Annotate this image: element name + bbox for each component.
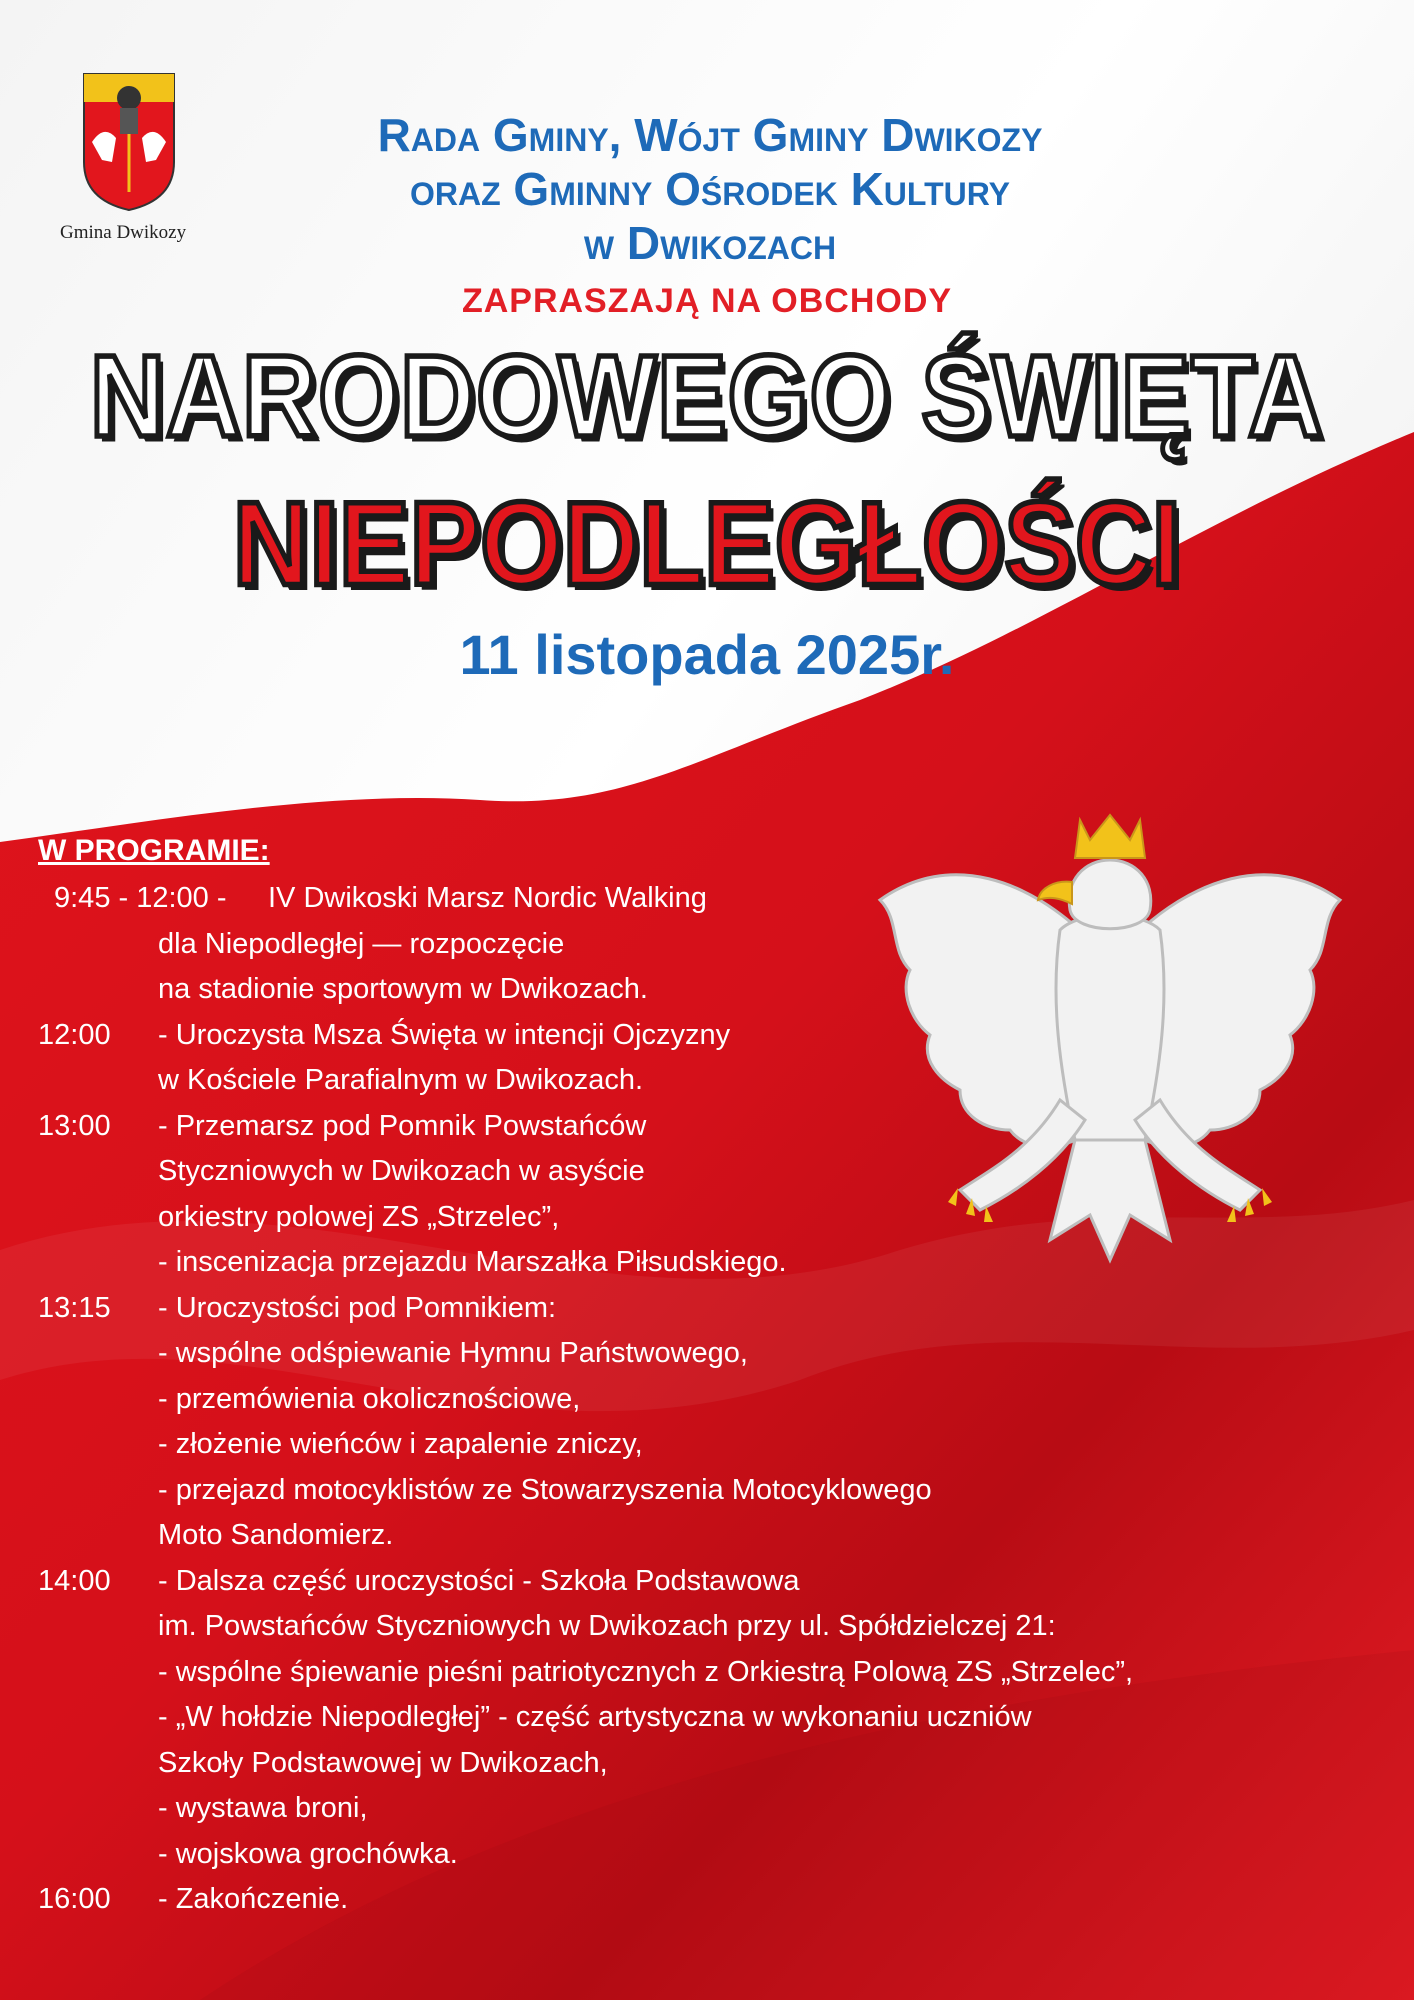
program-item [38, 1149, 645, 1195]
title-line-1: NARODOWEGO ŚWIĘTA [89, 331, 1325, 462]
program-item [38, 1468, 932, 1514]
program-item [38, 1741, 608, 1787]
program-item [38, 1650, 1134, 1696]
program-list [38, 876, 1134, 1923]
program-text: orkiestry polowej ZS „Strzelec”, [158, 1200, 560, 1233]
program-item [38, 1513, 394, 1559]
program-text: - Uroczysta Msza Święta w intencji Ojczyzny [158, 1018, 731, 1051]
program-item [38, 922, 565, 968]
program-time: 16:00 [38, 1883, 111, 1915]
program-item [38, 1559, 800, 1605]
program-heading: W PROGRAMIE: [38, 834, 270, 867]
program-time: 12:00 [38, 1018, 111, 1051]
program-text: - złożenie wieńców i zapalenie zniczy, [158, 1428, 643, 1460]
program-item [38, 1240, 787, 1286]
program-text: Moto Sandomierz. [158, 1519, 394, 1551]
gmina-crest-icon [82, 72, 176, 212]
program-text: - inscenizacja przejazdu Marszałka Piłsudskiego. [158, 1246, 787, 1278]
program-text: - „W hołdzie Niepodległej” - część artystyczna w wykonaniu uczniów [158, 1701, 1032, 1733]
program-text: - Zakończenie. [158, 1883, 349, 1915]
program-text: - Uroczystości pod Pomnikiem: [158, 1291, 557, 1324]
program-item [38, 1695, 1032, 1741]
program-time: 13:00 [38, 1109, 111, 1142]
organizers-line-3: w Dwikozach [583, 217, 837, 269]
program-item [38, 1013, 731, 1059]
program-time: 9:45 - 12:00 - [54, 882, 227, 914]
program-text: - Dalsza część uroczystości - Szkoła Podstawowa [158, 1564, 800, 1597]
program-item [38, 1377, 581, 1423]
program-text: dla Niepodległej — rozpoczęcie [158, 927, 565, 960]
program-text: - wystawa broni, [158, 1792, 368, 1824]
program-text: - wojskowa grochówka. [158, 1837, 458, 1870]
program-text: - przemówienia okolicznościowe, [158, 1382, 581, 1415]
program-text: - Przemarsz pod Pomnik Powstańców [158, 1109, 647, 1142]
program-item [38, 1286, 557, 1332]
organizers-line-2: oraz Gminny Ośrodek Kultury [410, 163, 1010, 215]
program-text: Szkoły Podstawowej w Dwikozach, [158, 1746, 608, 1779]
program-time: 14:00 [38, 1564, 111, 1597]
organizers-block [220, 108, 1200, 270]
program-text: - wspólne odśpiewanie Hymnu Państwowego, [158, 1337, 748, 1369]
program-text: im. Powstańców Styczniowych w Dwikozach przy ul. Spółdzielczej 21: [158, 1610, 1056, 1642]
program-item [38, 1195, 560, 1241]
program-item [38, 967, 648, 1013]
program-item [38, 1331, 748, 1377]
title-line-2: NIEPODLEGŁOŚCI [232, 477, 1182, 611]
program-item [38, 1832, 458, 1878]
program-time: 13:15 [38, 1291, 111, 1324]
program-text: Styczniowych w Dwikozach w asyście [158, 1155, 645, 1187]
program-section [38, 834, 1134, 1923]
organizers-line-1: Rada Gminy, Wójt Gminy Dwikozy [377, 109, 1043, 161]
invite-text: ZAPRASZAJĄ NA OBCHODY [461, 282, 953, 320]
program-item [38, 1058, 644, 1104]
program-item [38, 1104, 647, 1150]
program-item [38, 876, 707, 922]
program-text: - przejazd motocyklistów ze Stowarzyszenia Motocyklowego [158, 1473, 932, 1506]
white-eagle-icon [860, 770, 1360, 1330]
program-item [38, 1786, 368, 1832]
crest-label: Gmina Dwikozy [60, 222, 187, 243]
program-text: - wspólne śpiewanie pieśni patriotycznych z Orkiestrą Polową ZS „Strzelec”, [158, 1655, 1134, 1688]
event-date: 11 listopada 2025r. [459, 623, 955, 686]
program-item [38, 1877, 349, 1923]
program-text: na stadionie sportowym w Dwikozach. [158, 973, 648, 1005]
program-text: w Kościele Parafialnym w Dwikozach. [158, 1064, 644, 1096]
program-text: IV Dwikoski Marsz Nordic Walking [268, 882, 707, 914]
program-item [38, 1422, 643, 1468]
program-item [38, 1604, 1056, 1650]
